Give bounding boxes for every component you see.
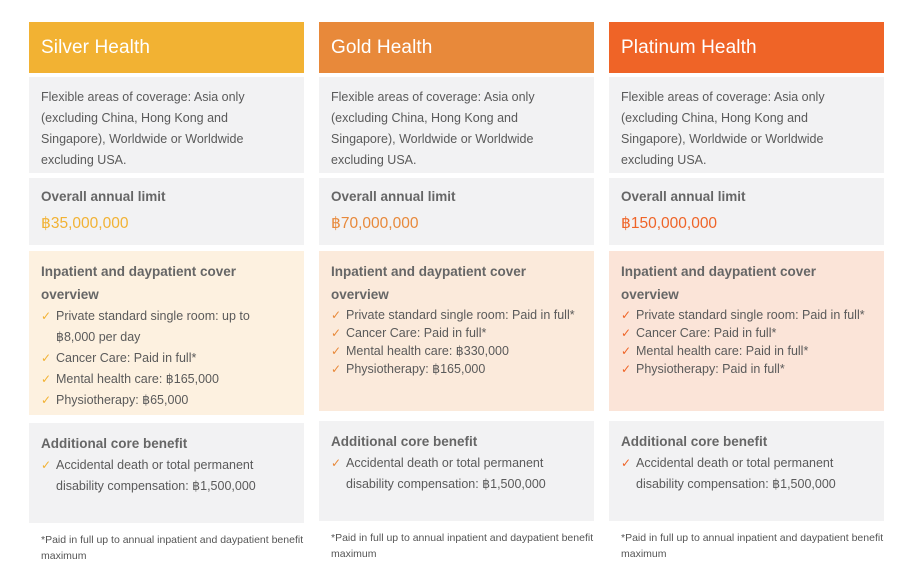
annual-limit-value: ฿35,000,000	[41, 215, 129, 232]
list-item-text: Mental health care: Paid in full*	[636, 344, 809, 358]
footnote: *Paid in full up to annual inpatient and daypatient benefit maximum	[41, 534, 304, 562]
check-icon: ✓	[41, 309, 52, 323]
plan-card-platinum	[609, 22, 884, 562]
list-item-text: Private standard single room: Paid in full*	[346, 308, 575, 322]
annual-limit-box	[609, 178, 884, 245]
check-icon: ✓	[331, 344, 342, 358]
list-item-text: Physiotherapy: ฿165,000	[346, 362, 486, 376]
list-item-text: Accidental death or total permanent disability compensation: ฿1,500,000	[56, 458, 256, 493]
list-item	[621, 306, 872, 324]
list-item	[331, 324, 582, 342]
footnote: *Paid in full up to annual inpatient and daypatient benefit maximum	[331, 532, 594, 560]
list-item	[41, 369, 292, 390]
list-item	[331, 360, 582, 378]
plan-title: Platinum Health	[609, 22, 884, 73]
annual-limit-title: Overall annual limit	[41, 189, 166, 204]
inpatient-cover-box	[29, 251, 304, 415]
list-item	[331, 453, 582, 495]
check-icon: ✓	[621, 326, 632, 340]
core-benefit-list	[41, 455, 292, 497]
plan-card-silver	[29, 22, 304, 564]
check-icon: ✓	[621, 456, 632, 470]
list-item	[621, 324, 872, 342]
check-icon: ✓	[41, 458, 52, 472]
list-item-text: Physiotherapy: Paid in full*	[636, 362, 785, 376]
annual-limit-value: ฿150,000,000	[621, 215, 718, 232]
check-icon: ✓	[41, 351, 52, 365]
annual-limit-title: Overall annual limit	[331, 189, 456, 204]
list-item-text: Private standard single room: Paid in full*	[636, 308, 865, 322]
annual-limit-title: Overall annual limit	[621, 189, 746, 204]
core-benefit-title: Additional core benefit	[41, 436, 188, 451]
list-item-text: Cancer Care: Paid in full*	[346, 326, 487, 340]
list-item-text: Private standard single room: up to ฿8,000 per day	[56, 309, 250, 344]
coverage-description: Flexible areas of coverage: Asia only (excluding China, Hong Kong and Singapore), Worldwide or Worldwide excluding USA.	[609, 77, 884, 173]
list-item-text: Accidental death or total permanent disability compensation: ฿1,500,000	[346, 456, 546, 491]
inpatient-cover-list	[331, 306, 582, 378]
footnote: *Paid in full up to annual inpatient and daypatient benefit maximum	[621, 532, 884, 560]
inpatient-cover-title: Inpatient and daypatient cover overview	[331, 264, 527, 302]
check-icon: ✓	[331, 456, 342, 470]
annual-limit-box	[319, 178, 594, 245]
list-item	[41, 455, 292, 497]
list-item	[621, 342, 872, 360]
list-item	[41, 348, 292, 369]
core-benefit-box	[319, 421, 594, 521]
core-benefit-list	[331, 453, 582, 495]
coverage-description: Flexible areas of coverage: Asia only (excluding China, Hong Kong and Singapore), Worldwide or Worldwide excluding USA.	[29, 77, 304, 173]
check-icon: ✓	[621, 308, 632, 322]
check-icon: ✓	[331, 362, 342, 376]
check-icon: ✓	[621, 344, 632, 358]
core-benefit-box	[609, 421, 884, 521]
list-item	[621, 360, 872, 378]
list-item-text: Cancer Care: Paid in full*	[636, 326, 777, 340]
inpatient-cover-box	[609, 251, 884, 411]
list-item-text: Accidental death or total permanent disability compensation: ฿1,500,000	[636, 456, 836, 491]
inpatient-cover-list	[41, 306, 292, 411]
inpatient-cover-title: Inpatient and daypatient cover overview	[41, 264, 237, 302]
list-item	[41, 390, 292, 411]
inpatient-cover-list	[621, 306, 872, 378]
list-item	[41, 306, 292, 348]
check-icon: ✓	[41, 372, 52, 386]
list-item-text: Physiotherapy: ฿65,000	[56, 393, 189, 407]
plan-card-gold	[319, 22, 594, 562]
core-benefit-title: Additional core benefit	[621, 434, 768, 449]
core-benefit-title: Additional core benefit	[331, 434, 478, 449]
check-icon: ✓	[331, 308, 342, 322]
core-benefit-box	[29, 423, 304, 523]
list-item-text: Mental health care: ฿330,000	[346, 344, 509, 358]
list-item	[331, 342, 582, 360]
list-item-text: Mental health care: ฿165,000	[56, 372, 219, 386]
inpatient-cover-title: Inpatient and daypatient cover overview	[621, 264, 817, 302]
annual-limit-box	[29, 178, 304, 245]
check-icon: ✓	[621, 362, 632, 376]
core-benefit-list	[621, 453, 872, 495]
list-item	[331, 306, 582, 324]
list-item	[621, 453, 872, 495]
check-icon: ✓	[331, 326, 342, 340]
inpatient-cover-box	[319, 251, 594, 411]
plan-title: Silver Health	[29, 22, 304, 73]
list-item-text: Cancer Care: Paid in full*	[56, 351, 197, 365]
plan-title: Gold Health	[319, 22, 594, 73]
coverage-description: Flexible areas of coverage: Asia only (excluding China, Hong Kong and Singapore), Worldwide or Worldwide excluding USA.	[319, 77, 594, 173]
annual-limit-value: ฿70,000,000	[331, 215, 419, 232]
check-icon: ✓	[41, 393, 52, 407]
